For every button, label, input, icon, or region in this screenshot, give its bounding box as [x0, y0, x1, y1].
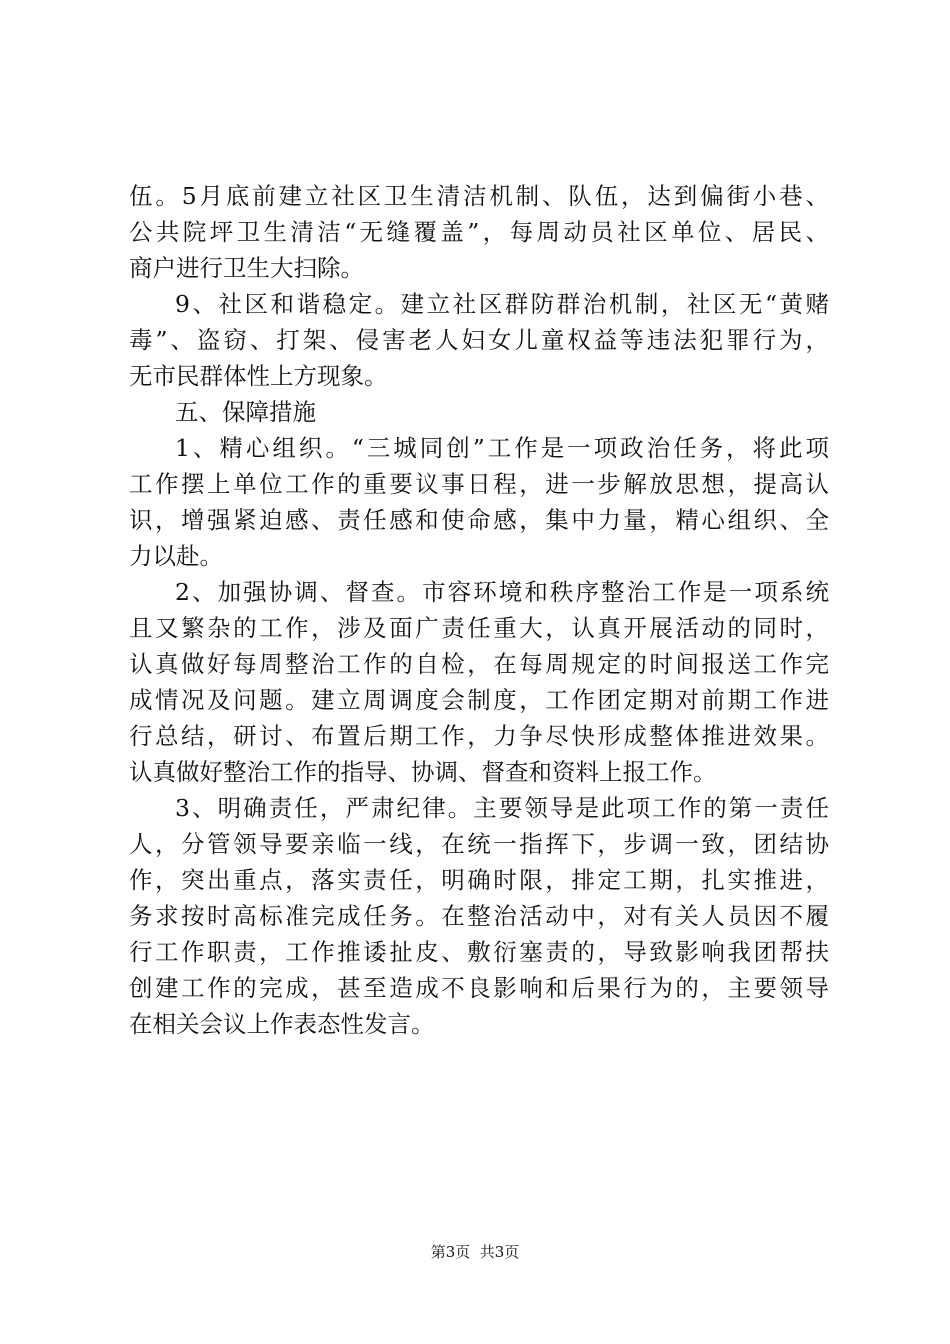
text-line: 2、加强协调、督查。市容环境和秩序整治工作是一项系统	[175, 578, 829, 606]
text-line: 且又繁杂的工作，涉及面广责任重大，认真开展活动的同时，	[129, 614, 829, 642]
text-line: 行工作职责，工作推诿扯皮、敷衍塞责的，导致影响我团帮扶	[129, 938, 829, 966]
text-line: 认真做好每周整治工作的自检，在每周规定的时间报送工作完	[129, 650, 829, 678]
text-line: 无市民群体性上方现象。	[129, 362, 388, 390]
text-line: 五、保障措施	[175, 398, 316, 426]
text-line: 作，突出重点，落实责任，明确时限，排定工期，扎实推进，	[129, 866, 829, 894]
text-line: 人，分管领导要亲临一线，在统一指挥下，步调一致，团结协	[129, 830, 829, 858]
text-line: 1、精心组织。“三城同创”工作是一项政治任务，将此项	[175, 434, 829, 462]
text-line: 力以赴。	[129, 542, 223, 570]
text-line: 伍。5月底前建立社区卫生清洁机制、队伍，达到偏街小巷、	[129, 182, 829, 210]
text-line: 在相关会议上作表态性发言。	[129, 1010, 435, 1038]
text-line: 识，增强紧迫感、责任感和使命感，集中力量，精心组织、全	[129, 506, 829, 534]
text-line: 工作摆上单位工作的重要议事日程，进一步解放思想，提高认	[129, 470, 829, 498]
text-line: 成情况及问题。建立周调度会制度，工作团定期对前期工作进	[129, 686, 829, 714]
document-body	[129, 178, 829, 1042]
text-line: 3、明确责任，严肃纪律。主要领导是此项工作的第一责任	[175, 794, 829, 822]
text-line: 毒”、盗窃、打架、侵害老人妇女儿童权益等违法犯罪行为，	[129, 326, 829, 354]
text-line: 务求按时高标准完成任务。在整治活动中，对有关人员因不履	[129, 902, 829, 930]
text-line: 9、社区和谐稳定。建立社区群防群治机制，社区无“黄赌	[175, 290, 829, 318]
text-line: 商户进行卫生大扫除。	[129, 254, 364, 282]
text-line: 公共院坪卫生清洁“无缝覆盖”，每周动员社区单位、居民、	[129, 218, 829, 246]
text-line: 认真做好整治工作的指导、协调、督查和资料上报工作。	[129, 758, 717, 786]
page-footer: 第3页 共3页	[430, 1243, 520, 1261]
text-line: 创建工作的完成，甚至造成不良影响和后果行为的，主要领导	[129, 974, 829, 1002]
text-line: 行总结，研讨、布置后期工作，力争尽快形成整体推进效果。	[129, 722, 829, 750]
